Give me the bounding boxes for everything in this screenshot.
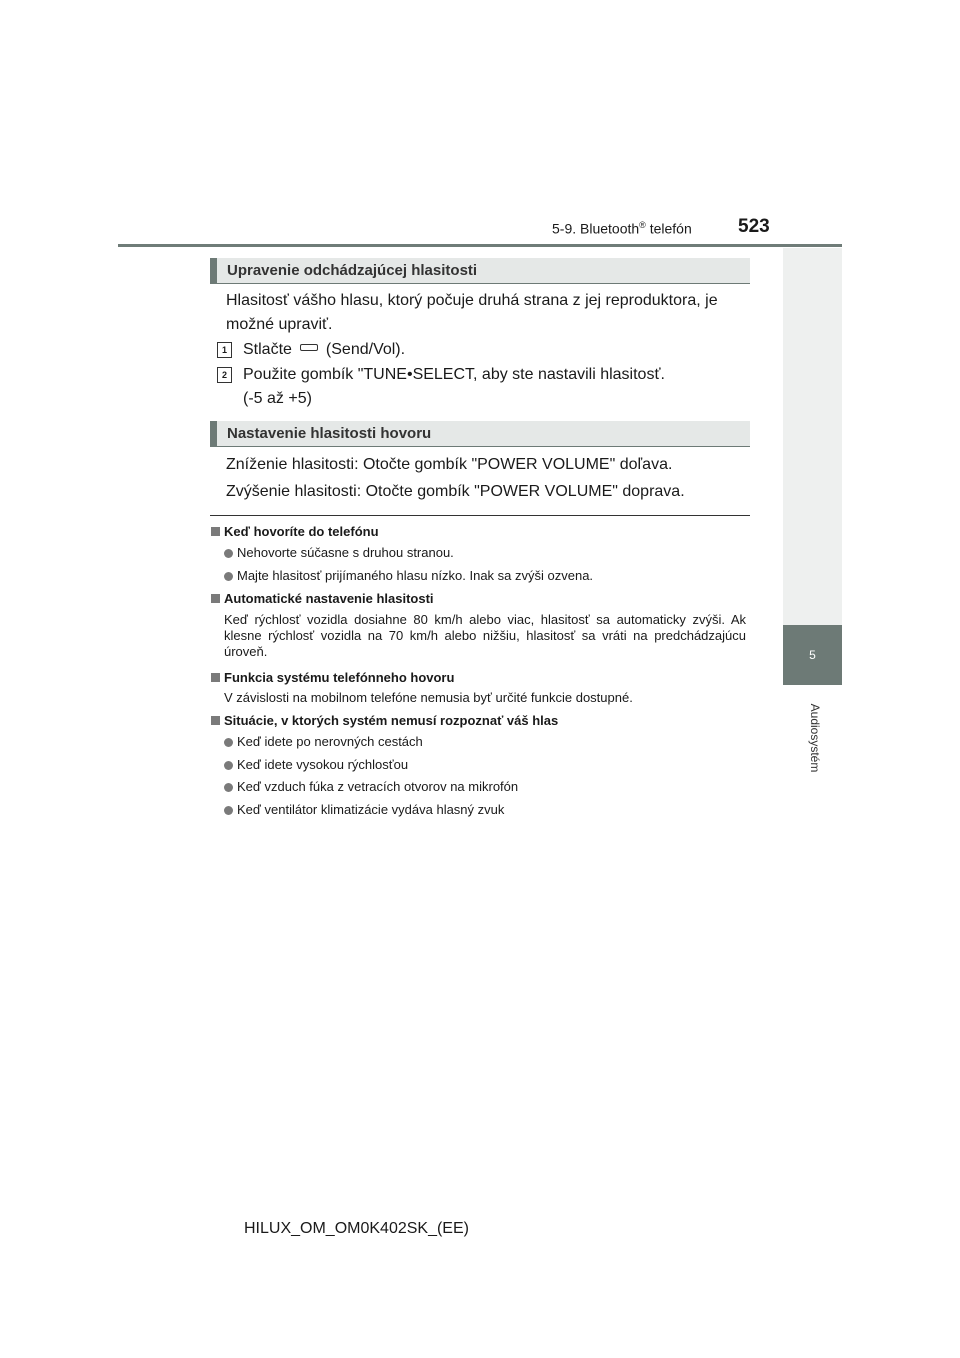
document-code: HILUX_OM_OM0K402SK_(EE) [244, 1220, 469, 1237]
section-suffix: telefón [645, 220, 692, 237]
note-item: Keď ventilátor klimatizácie vydáva hlasný zvuk [224, 802, 504, 817]
note-heading-auto-volume: Automatické nastavenie hlasitosti [211, 591, 434, 606]
square-bullet-icon [211, 527, 220, 536]
registered-mark: ® [639, 220, 646, 230]
call-volume-increase: Zvýšenie hlasitosti: Otočte gombík "POWER VOLUME" doprava. [226, 483, 685, 500]
step-number-2: 2 [217, 367, 232, 383]
section-header-outgoing [210, 258, 750, 284]
step-1 [243, 338, 405, 362]
round-bullet-icon [224, 783, 233, 792]
round-bullet-icon [224, 572, 233, 581]
chapter-tab[interactable] [783, 625, 842, 685]
note-item: Nehovorte súčasne s druhou stranou. [224, 545, 454, 560]
outgoing-intro-line1: Hlasitosť vášho hlasu, ktorý počuje druhá strana z jej reproduktora, je [226, 292, 718, 309]
step-1-before: Stlačte [243, 341, 292, 358]
step-2-line1: Použite gombík "TUNE•SELECT, aby ste nastavili hlasitosť. [243, 366, 665, 383]
note-item: Keď vzduch fúka z vetracích otvorov na mikrofón [224, 779, 518, 794]
note-item: Majte hlasitosť prijímaného hlasu nízko. Inak sa zvýši ozvena. [224, 568, 593, 583]
notes-divider [210, 515, 750, 516]
section-header-call-volume [210, 421, 750, 447]
round-bullet-icon [224, 738, 233, 747]
note-text-auto-volume: Keď rýchlosť vozidla dosiahne 80 km/h alebo viac, hlasitosť sa automaticky zvýši. Ak klesne rýchlosť vozidla na 70 km/h alebo nižšiu, hlasitosť sa vráti na predchádzajúcu úroveň. [224, 612, 746, 659]
round-bullet-icon [224, 549, 233, 558]
step-1-after: (Send/Vol). [325, 341, 406, 358]
chapter-number: 5 [809, 648, 816, 662]
round-bullet-icon [224, 761, 233, 770]
section-prefix: 5-9. Bluetooth [552, 220, 640, 237]
call-volume-decrease: Zníženie hlasitosti: Otočte gombík "POWER VOLUME" doľava. [226, 456, 673, 473]
round-bullet-icon [224, 806, 233, 815]
note-heading-speaking: Keď hovoríte do telefónu [211, 524, 379, 539]
note-heading-recognition: Situácie, v ktorých systém nemusí rozpoznať váš hlas [211, 713, 558, 728]
send-vol-button-icon [300, 344, 318, 351]
square-bullet-icon [211, 673, 220, 682]
side-rail [783, 248, 842, 625]
outgoing-intro-line2: možné upraviť. [226, 316, 333, 333]
chapter-label: Audiosystém [808, 703, 822, 773]
note-item: Keď idete po nerovných cestách [224, 734, 423, 749]
step-number-1: 1 [217, 342, 232, 358]
square-bullet-icon [211, 716, 220, 725]
header-divider [118, 244, 842, 247]
section-title-outgoing: Upravenie odchádzajúcej hlasitosti [227, 262, 478, 279]
section-title [552, 220, 692, 237]
page-number: 523 [738, 216, 770, 237]
step-2-line2: (-5 až +5) [243, 390, 312, 407]
square-bullet-icon [211, 594, 220, 603]
note-heading-phone-function: Funkcia systému telefónneho hovoru [211, 670, 454, 685]
note-text-phone-function: V závislosti na mobilnom telefóne nemusia byť určité funkcie dostupné. [224, 690, 633, 705]
section-title-call-volume: Nastavenie hlasitosti hovoru [227, 425, 432, 442]
note-item: Keď idete vysokou rýchlosťou [224, 757, 408, 772]
